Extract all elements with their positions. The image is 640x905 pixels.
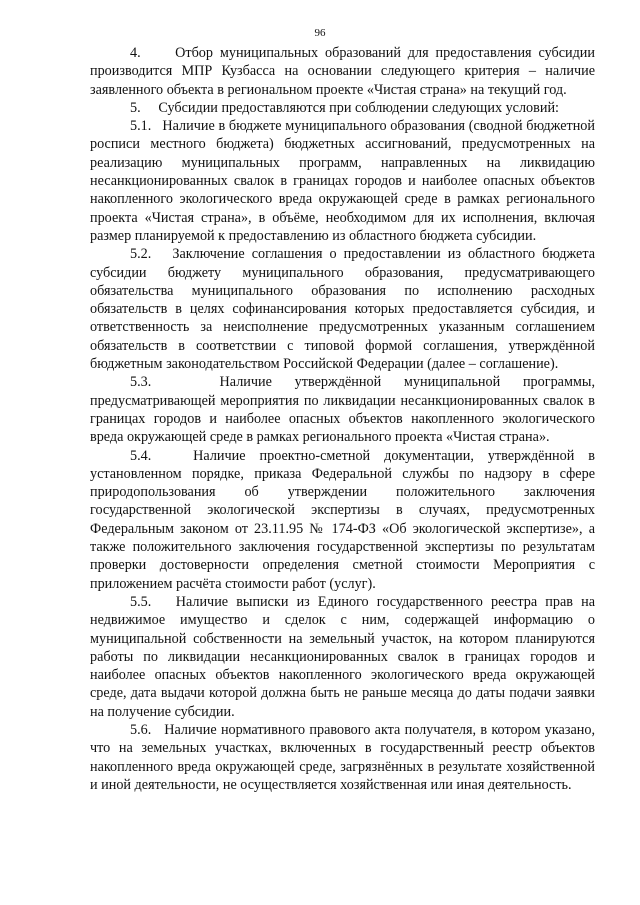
- paragraph-4-selection-criteria: 4. Отбор муниципальных образований для предоставления субсидии производится МПР Кузбасса на основании следующего критерия – наличие заявленного объекта в региональном проекте «Чистая страна» на текущий год.: [90, 45, 595, 98]
- paragraph-5-3-municipal-program: 5.3. Наличие утверждённой муниципальной программы, предусматривающей мероприятия по ликвидации несанкционированных свалок в границах городов и наиболее опасных объектов накопленного экологического вреда окружающей среде в рамках регионального проекта «Чистая страна».: [90, 374, 595, 446]
- paragraph-5-2-agreement: 5.2. Заключение соглашения о предоставлении из областного бюджета субсидии бюджету муниципального образования, предусматривающего обязательства муниципального образования по исполнению расходных обязательств в целях софинансирования которых предоставляется субсидия, и ответственность за неисполнение предусмотренных указанным соглашением обязательств в соответствии с типовой формой соглашения, утверждённой бюджетным законодательством Российской Федерации (далее – соглашение).: [90, 246, 595, 373]
- paragraph-5-1-budget-allocations: 5.1. Наличие в бюджете муниципального образования (сводной бюджетной росписи местного бюджета) бюджетных ассигнований, предусмотренных на реализацию муниципальных программ, направленных на ликвидацию несанкционированных свалок в границах городов и наиболее опасных объектов накопленного экологического вреда окружающей среде в рамках регионального проекта «Чистая страна», в объёме, необходимом для их исполнения, включая размер планируемой к предоставлению из областного бюджета субсидии.: [90, 118, 595, 244]
- paragraph-5-conditions: 5. Субсидии предоставляются при соблюдении следующих условий:: [130, 99, 559, 116]
- page-number: 96: [314, 27, 326, 39]
- paragraph-5-4-design-documentation: 5.4. Наличие проектно-сметной документации, утверждённой в установленном порядке, приказа Федеральной службы по надзору в сфере природопользования об утверждении положительного заключения государственной экологической экспертизы в случаях, предусмотренных Федеральным законом от 23.11.95 № 174-ФЗ «Об экологической экспертизе», а также положительного заключения государственной экспертизы по результатам проверки достоверности определения сметной стоимости Мероприятия с приложением расчёта стоимости работ (услуг).: [90, 447, 595, 592]
- paragraph-5-6-normative-act: 5.6. Наличие нормативного правового акта получателя, в котором указано, что на земельных участках, включенных в государственный реестр объектов накопленного вреда окружающей среде, загрязнённых в результате хозяйственной и иной деятельности, не осуществляется хозяйственная или иная деятельность.: [90, 721, 595, 793]
- document-body: [90, 44, 595, 794]
- paragraph-5-5-registry-extract: 5.5. Наличие выписки из Единого государственного реестра прав на недвижимое имущество и сделок с ним, содержащей информацию о муниципальной собственности на земельный участок, на котором планируются работы по ликвидации несанкционированных свалок в границах городов и наиболее опасных объектов накопленного экологического вреда окружающей среде, дата выдачи которой должна быть не раньше месяца до даты подачи заявки на получение субсидии.: [90, 593, 595, 720]
